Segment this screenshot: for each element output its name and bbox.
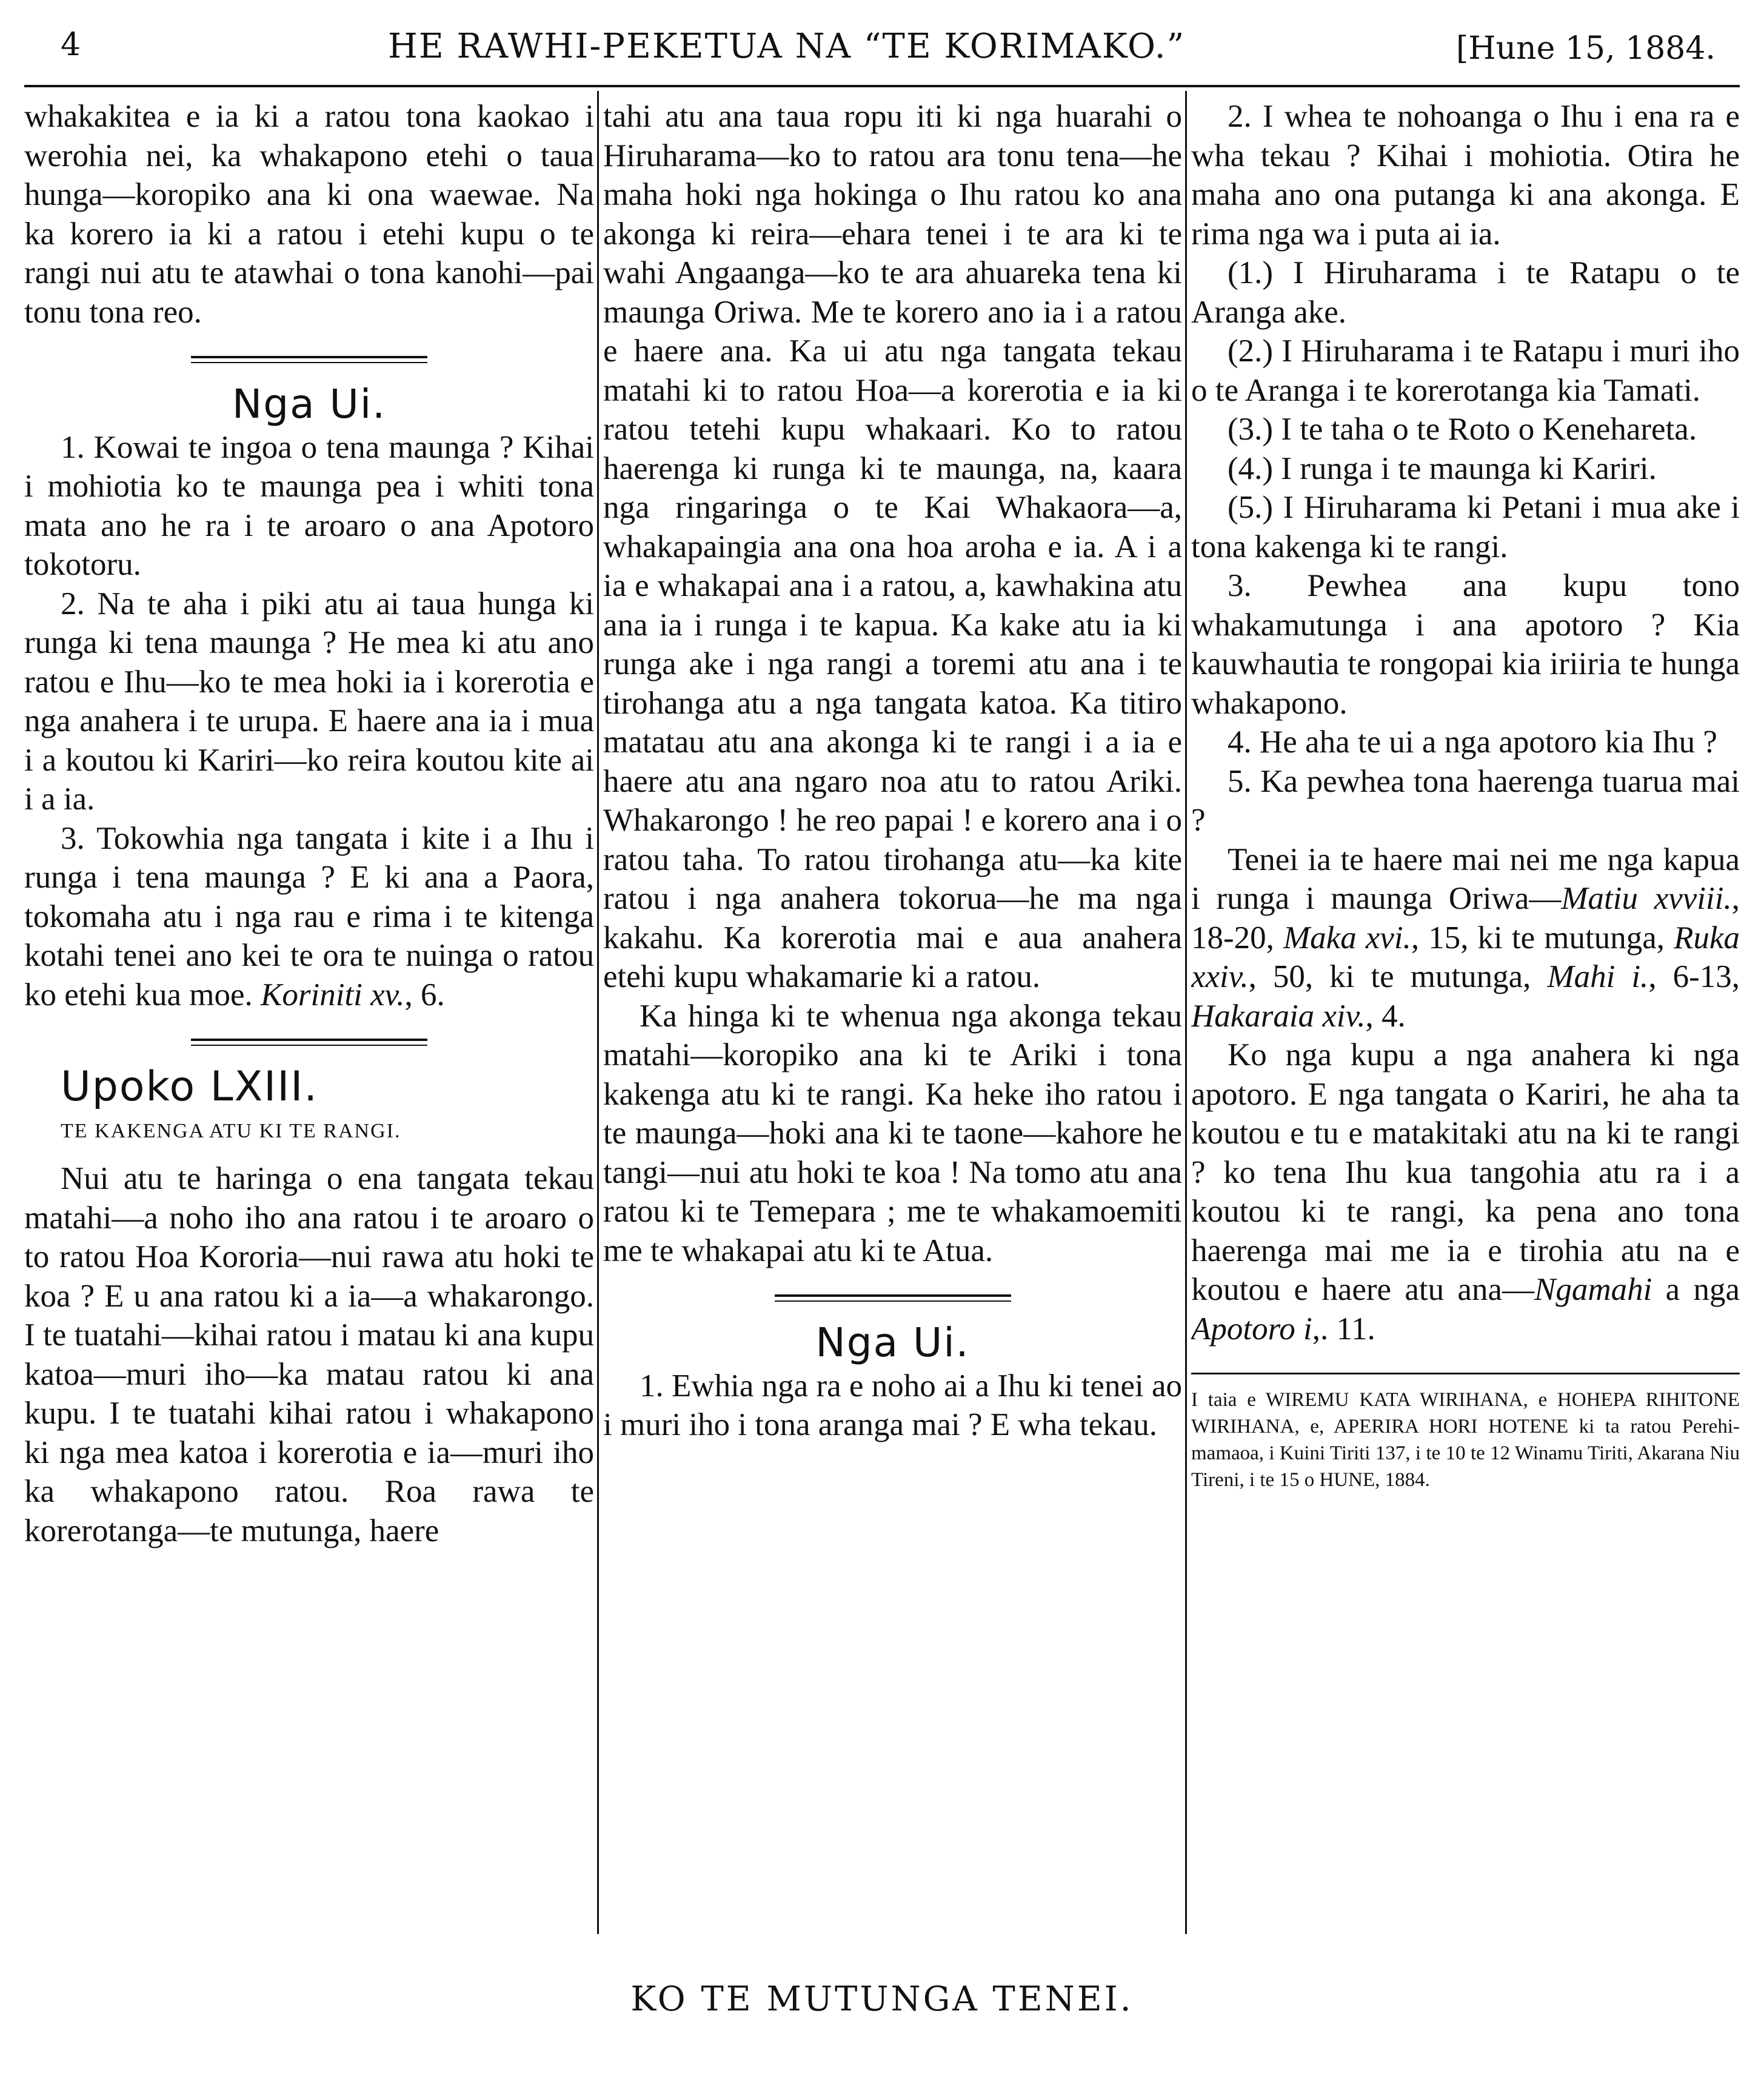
question: 3. Pewhea ana kupu tono whakamutunga i ana apotoro ? Kia kauwhautia te rongopai kia iriiria te hunga whakapono.: [1191, 568, 1740, 721]
column-3: [1191, 97, 1740, 1892]
column-1: [24, 97, 594, 1892]
question: 1. Kowai te ingoa o tena maunga ? Kihai i mohiotia ko te maunga pea i whiti tona mata ano he ra i te aroaro o ana Apotoro tokotoru.: [24, 429, 594, 582]
closing-line: KO TE MUTUNGA TENEI.: [630, 1980, 1134, 2019]
list-item: (2.) I Hiruharama i te Ratapu i muri iho o te Aranga i te korerotanga kia Tamati.: [1191, 333, 1740, 408]
scripture-ref: Hakaraia xiv.: [1191, 998, 1366, 1034]
question: 5. Ka pewhea tona haerenga tuarua mai ?: [1191, 763, 1740, 838]
chapter-subtitle: TE KAKENGA ATU KI TE RANGI.: [61, 1119, 401, 1142]
imprint-rule: [1191, 1373, 1740, 1374]
column-divider: [597, 91, 599, 1934]
scripture-ref: Koriniti xv.: [261, 977, 405, 1012]
paragraph: Nui atu te haringa o ena tangata tekau matahi—a noho iho ana ratou i te aroaro o to ratou Hoa Kororia—nui rawa atu hoki te koa ? E u ana ratou ki a ia—a whakarongo. I te tuatahi—kihai ratou i matau ki ana kupu katoa—muri iho—ka matau ratou ki ana kupu. I te tuatahi kihai ratou i whakapono ki nga mea katoa i korerotia e ia—muri iho ka whakapono ratou. Roa rawa te korerotanga—te mutunga, haere: [24, 1161, 594, 1548]
column-2: [603, 97, 1182, 1892]
scripture-ref: Apotoro i: [1191, 1311, 1312, 1347]
page-number: 4: [61, 27, 81, 63]
list-item: (5.) I Hiruharama ki Petani i mua ake i tona kakenga ki te rangi.: [1191, 490, 1740, 564]
list-item: (4.) I runga i te maunga ki Kariri.: [1228, 450, 1657, 486]
scripture-ref: Ngamahi: [1534, 1272, 1652, 1307]
list-item: (1.) I Hiruharama i te Ratapu o te Aranga ake.: [1191, 255, 1740, 330]
paragraph: Ka hinga ki te whenua nga akonga tekau matahi—koropiko ana ki te Ariki i tona kakenga atu ki te rangi. Ka heke iho ratou i te maunga—hoki ana ki te taone—kahore he tangi—nui atu hoki te koa ! Na tomo atu ana ratou ki te Temepara ; me te whakamoemiti me te whakapai atu ki te Atua.: [603, 998, 1182, 1268]
paragraph: Ko nga kupu a nga anahera ki nga apotoro. E nga tangata o Kariri, he aha ta koutou e tu e matakitaki atu na ki te rangi ? ko tena Ihu kua tangohia atu ra i a koutou ki te rangi, ka pena ano tona haerenga mai me ia e tirohia atu na e koutou e haere atu ana—Ngamahi a nga Apotoro i,. 11.: [1191, 1037, 1740, 1347]
question: 1. Ewhia nga ra e noho ai a Ihu ki tenei ao i muri iho i tona aranga mai ? E wha tekau.: [603, 1368, 1182, 1442]
newspaper-title: HE RAWHI-PEKETUA NA “TE KORIMAKO.”: [388, 27, 1186, 66]
issue-date: [Hune 15, 1884.: [1455, 30, 1716, 67]
paragraph: tahi atu ana taua ropu iti ki nga huarahi o Hiruharama—ko to ratou ara tonu tena—he maha hoki nga hokinga o Ihu ratou ko ana akonga ki reira—ehara tenei i te ara ki te wahi Angaanga—ko te ara ahuareka tena ki maunga Oriwa. Me te korero ano ia i a ratou e haere ana. Ka ui atu nga tangata tekau matahi ki to ratou Hoa—a korerotia e ia ki ratou tetehi kupu whakaari. Ko to ratou haerenga ki runga ki te maunga, na, kaara nga ringaringa o te Kai Whakaora—a, whakapaingia ana ona hoa aroha e ia. A i a ia e whakapai ana i a ratou, a, kawhakina atu ana ia i runga i te kapua. Ka kake atu ia ki runga ake i nga rangi a toremi atu ana i te tirohanga atu a nga tangata katoa. Ka titiro matatau atu ana akonga ki te rangi i a ia e haere atu ana ngaro noa atu to ratou Ariki. Whakarongo ! he reo papai ! e korero ana i o ratou taha. To ratou tirohanga atu—ka kite ratou i nga anahera tokorua—he ma nga kakahu. Ka korerotia mai e aua anahera etehi kupu whakamarie ki a ratou.: [603, 99, 1182, 994]
paragraph: whakakitea e ia ki a ratou tona kaokao i werohia nei, ka whakapono etehi o taua hunga—koropiko ana ki ona waewae. Na ka korero ia ki a ratou i etehi kupu o te rangi nui atu te atawhai o tona kanohi—pai tonu tona reo.: [24, 99, 594, 330]
section-heading: Nga Ui.: [815, 1319, 970, 1366]
printer-imprint: I taia e WIREMU KATA WIRIHANA, e HOHEPA RIHITONE WIRIHANA, e, APERIRA HORI HOTENE ki ta ratou Perehi-mamaoa, i Kuini Tiriti 137, i te 10 te 12 Winamu Tiriti, Akarana Niu Tireni, i te 15 o HUNE, 1884.: [1191, 1389, 1740, 1491]
section-divider: [191, 356, 427, 363]
question: 2. Na te aha i piki atu ai taua hunga ki runga ki tena maunga ? He mea ki atu ano ratou e Ihu—ko te mea hoki ia i korerotia e nga anahera i te urupa. E haere ana ia i mua i a koutou ki Kariri—ko reira koutou kite ai i a ia.: [24, 586, 594, 817]
section-divider: [775, 1294, 1011, 1302]
list-item: (3.) I te taha o te Roto o Kenehareta.: [1228, 412, 1697, 447]
paragraph: Tenei ia te haere mai nei me nga kapua i runga i maunga Oriwa—Matiu xvviii., 18-20, Maka xvi., 15, ki te mutunga, Ruka xxiv., 50, ki te mutunga, Mahi i., 6-13, Hakaraia xiv., 4.: [1191, 842, 1740, 1034]
question: 2. I whea te nohoanga o Ihu i ena ra e wha tekau ? Kihai i mohiotia. Otira he maha ano ona putanga ki ana akonga. E rima nga wa i puta ai ia.: [1191, 99, 1740, 252]
header-rule: [24, 85, 1740, 87]
question: 4. He aha te ui a nga apotoro kia Ihu ?: [1228, 725, 1717, 760]
scripture-ref: Matiu xvviii.: [1561, 881, 1732, 916]
scripture-ref: Maka xvi.: [1283, 920, 1411, 955]
section-divider: [191, 1039, 427, 1046]
question: 3. Tokowhia nga tangata i kite i a Ihu i runga i tena maunga ? E ki ana a Paora, tokomaha atu i nga rau e rima i te kitenga kotahi tenei ano kei te ora te nuinga o ratou ko etehi kua moe. Koriniti xv., 6.: [24, 820, 594, 1012]
section-heading: Nga Ui.: [232, 381, 387, 427]
column-divider: [1185, 91, 1187, 1934]
scripture-ref: Mahi i.: [1547, 959, 1649, 994]
page-header: [24, 24, 1740, 79]
chapter-heading: Upoko LXIII.: [61, 1063, 318, 1111]
scripture-ref: Ruka xxiv.: [1191, 920, 1740, 994]
